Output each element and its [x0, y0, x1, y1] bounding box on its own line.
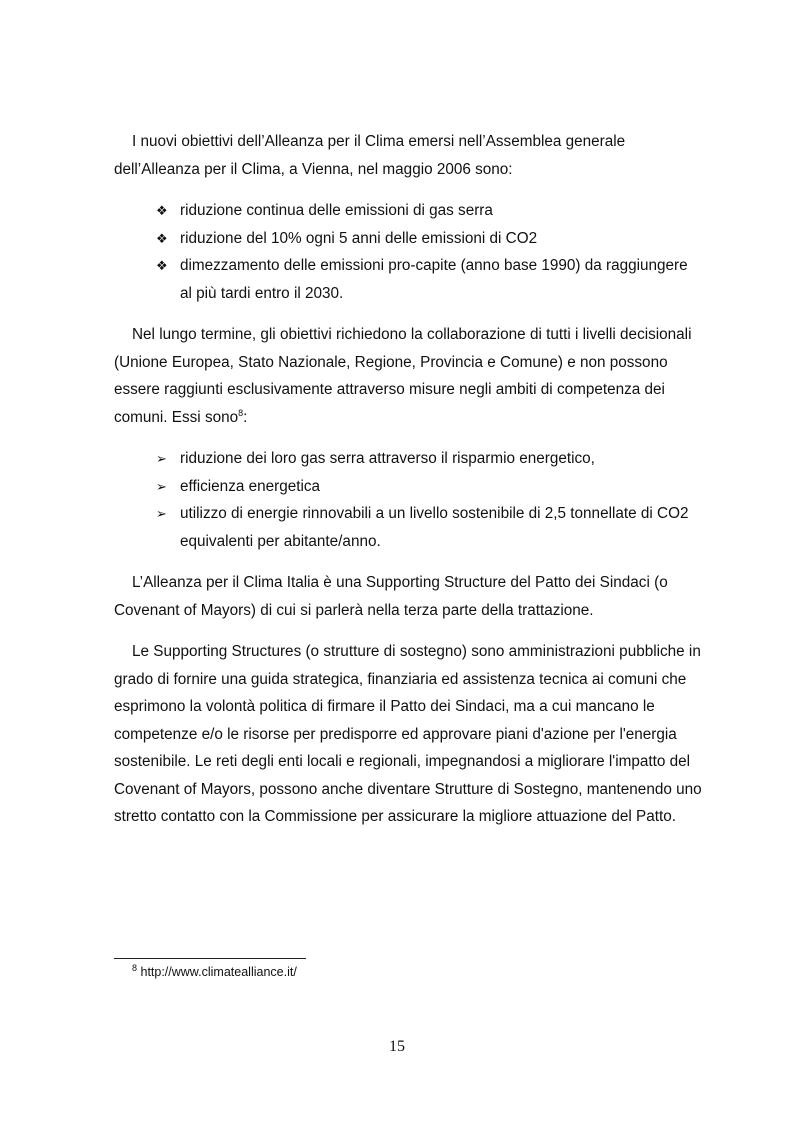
intro-bold-2: Alleanza — [141, 160, 200, 178]
paragraph-long-term: Nel lungo termine, gli obiettivi richiedono la collaborazione di tutti i livelli decisionali (Unione Europea, Stato Nazionale, Regione, Provincia e Comune) e non possono essere raggiunti esclusivamente attraverso misure negli ambiti di competenza dei comuni. Essi sono$^8$: — [114, 326, 692, 426]
footnote-link[interactable]: http://www.climatealliance.it/ — [137, 965, 297, 979]
footnote: $^8$ http://www.climatealliance.it/ — [132, 962, 297, 979]
diamond-bullet-icon: ❖ — [156, 230, 168, 246]
list-item: ❖ riduzione continua delle emissioni di gas serra — [156, 197, 696, 225]
measures-list — [156, 445, 696, 555]
intro-text-1: I nuovi obiettivi dell’ — [132, 133, 265, 150]
list-item: ❖ dimezzamento delle emissioni pro-capite (anno base 1990) da raggiungere al più tardi entro il 2030. — [156, 252, 696, 307]
list-item: ➢ efficienza energetica — [156, 473, 696, 501]
intro-bold-1: Alleanza per il Clima — [264, 133, 405, 150]
paragraph-intro — [114, 128, 704, 183]
list-item: ➢ riduzione dei loro gas serra attraverso il risparmio energetico, — [156, 445, 696, 473]
arrowhead-bullet-icon: ➢ — [156, 506, 167, 521]
list-item: ❖ riduzione del 10% ogni 5 anni delle emissioni di CO2 — [156, 225, 696, 253]
footnote-reference: 8 — [238, 407, 244, 418]
objectives-list — [156, 197, 696, 307]
intro-text-2: emersi nell’Assemblea generale dell’ — [114, 133, 626, 178]
diamond-bullet-icon: ❖ — [156, 258, 168, 273]
arrowhead-bullet-icon: ➢ — [156, 478, 167, 494]
footnote-divider — [114, 958, 306, 959]
paragraph-supporting-structure: L’Alleanza per il Clima Italia è una Supporting Structure del Patto dei Sindaci (o Covenant of Mayors) di cui si parlerà nella terza parte della trattazione. — [114, 574, 668, 619]
arrowhead-bullet-icon: ➢ — [156, 451, 167, 466]
intro-text-3: per il Clima, a Vienna, nel maggio 2006 sono: — [199, 160, 513, 178]
page-number: 15 — [389, 1038, 405, 1055]
paragraph-supporting-structures-definition: Le Supporting Structures (o strutture di sostegno) sono amministrazioni pubbliche in grado di fornire una guida strategica, finanziaria ed assistenza tecnica ai comuni che esprimono la volontà politica di firmare il Patto dei Sindaci, ma a cui mancano le competenze e/o le risorse per predisporre ed approvare piani d'azione per l'energia sostenibile. Le reti degli enti locali e regionali, impegnandosi a migliorare l'impatto del Covenant of Mayors, possono anche diventare Strutture di Sostegno, mantenendo uno stretto contatto con la Commissione per assicurare la migliore attuazione del Patto. — [114, 643, 702, 825]
list-item: ➢ utilizzo di energie rinnovabili a un livello sostenibile di 2,5 tonnellate di CO2 equivalenti per abitante/anno. — [156, 500, 696, 555]
diamond-bullet-icon: ❖ — [156, 203, 168, 218]
